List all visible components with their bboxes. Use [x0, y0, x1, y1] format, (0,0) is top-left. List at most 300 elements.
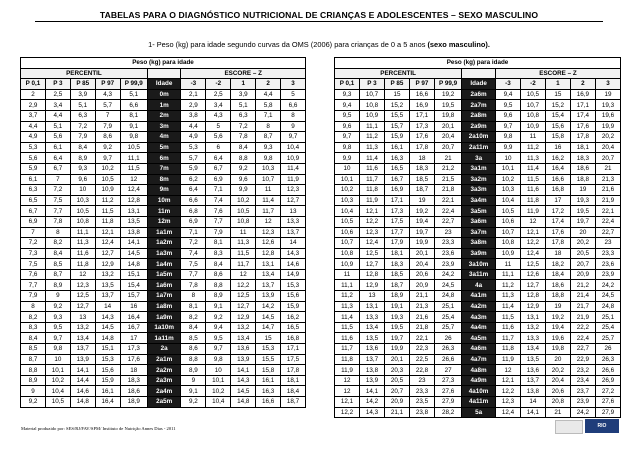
value-cell: 8,7 [45, 269, 70, 280]
value-cell: 24,8 [434, 291, 461, 302]
value-cell: 11,8 [95, 216, 120, 227]
value-cell: 4,4 [181, 121, 206, 132]
value-cell: 5,9 [181, 163, 206, 174]
table-row [21, 312, 306, 323]
value-cell: 9 [281, 121, 306, 132]
column-header: P 0,1 [21, 79, 46, 90]
value-cell: 13 [281, 206, 306, 217]
value-cell: 8,7 [21, 354, 46, 365]
value-cell: 8,6 [181, 344, 206, 355]
age-cell: 3a2m [462, 174, 496, 185]
value-cell: 22,1 [409, 333, 434, 344]
value-cell: 6,4 [45, 153, 70, 164]
value-cell: 11,3 [231, 238, 256, 249]
value-cell: 11,6 [335, 333, 360, 344]
value-cell: 6,6 [120, 100, 147, 111]
value-cell: 18,5 [409, 174, 434, 185]
value-cell: 5,6 [21, 153, 46, 164]
age-cell: 5m [147, 142, 181, 153]
value-cell: 11,5 [335, 322, 360, 333]
value-cell: 6,5 [21, 195, 46, 206]
value-cell: 9,4 [335, 100, 360, 111]
value-cell: 8,2 [45, 238, 70, 249]
value-cell: 18,7 [384, 280, 409, 291]
value-cell: 5,6 [206, 132, 231, 143]
value-cell: 21,7 [570, 301, 595, 312]
table-row [21, 301, 306, 312]
value-cell: 6,7 [206, 163, 231, 174]
value-cell: 7,2 [21, 238, 46, 249]
age-cell: 3a9m [462, 248, 496, 259]
value-cell: 16,6 [545, 174, 570, 185]
value-cell: 10,5 [495, 206, 520, 217]
value-cell: 23 [595, 238, 620, 249]
table-row [335, 163, 621, 174]
value-cell: 10,2 [231, 195, 256, 206]
value-cell: 7,2 [70, 121, 95, 132]
value-cell: 12 [495, 365, 520, 376]
table-row [335, 397, 621, 408]
table-row [21, 248, 306, 259]
value-cell: 11,4 [281, 163, 306, 174]
table-row [21, 100, 306, 111]
table-row [21, 227, 306, 238]
value-cell: 15,3 [281, 280, 306, 291]
value-cell: 7 [45, 174, 70, 185]
value-cell: 11,4 [256, 195, 281, 206]
value-cell: 10,5 [120, 142, 147, 153]
value-cell: 14,8 [70, 397, 95, 408]
value-cell: 11,3 [70, 238, 95, 249]
value-cell: 20,7 [595, 153, 620, 164]
value-cell: 22,7 [595, 227, 620, 238]
value-cell: 24,5 [595, 291, 620, 302]
value-cell: 15,4 [545, 110, 570, 121]
value-cell: 9,3 [256, 142, 281, 153]
value-cell: 14,5 [95, 322, 120, 333]
value-cell: 16,7 [384, 174, 409, 185]
value-cell: 21 [545, 407, 570, 418]
value-cell: 9,9 [495, 142, 520, 153]
value-cell: 26,6 [595, 365, 620, 376]
value-cell: 27,9 [595, 407, 620, 418]
value-cell: 11,5 [495, 312, 520, 323]
value-cell: 6,8 [181, 206, 206, 217]
column-header: -2 [206, 79, 231, 90]
value-cell: 18,6 [570, 163, 595, 174]
value-cell: 19,3 [384, 312, 409, 323]
column-header: 2 [256, 79, 281, 90]
value-cell: 16,2 [545, 153, 570, 164]
age-cell: 12m [147, 216, 181, 227]
table-row [21, 269, 306, 280]
value-cell: 7,9 [95, 121, 120, 132]
age-cell: 2a3m [147, 375, 181, 386]
value-cell: 19,2 [545, 312, 570, 323]
value-cell: 20,8 [545, 397, 570, 408]
value-cell: 5,8 [256, 100, 281, 111]
value-cell: 23,3 [434, 238, 461, 249]
weight-table-2y6m-to-5y [334, 57, 621, 418]
value-cell: 24,2 [570, 407, 595, 418]
value-cell: 10,8 [231, 216, 256, 227]
value-cell: 27,6 [595, 397, 620, 408]
column-header: -3 [495, 79, 520, 90]
value-cell: 13,7 [70, 344, 95, 355]
age-cell: 2a10m [462, 132, 496, 143]
value-cell: 17,3 [120, 344, 147, 355]
table-row [335, 259, 621, 270]
table-row [21, 397, 306, 408]
age-cell: 3a3m [462, 185, 496, 196]
value-cell: 7,7 [206, 216, 231, 227]
value-cell: 11,1 [70, 227, 95, 238]
age-cell: 1a4m [147, 259, 181, 270]
rio-logo: RIO [585, 419, 619, 433]
value-cell: 7,8 [231, 132, 256, 143]
value-cell: 11,5 [95, 206, 120, 217]
age-cell: 1a6m [147, 280, 181, 291]
value-cell: 10,4 [206, 397, 231, 408]
value-cell: 7,2 [45, 185, 70, 196]
value-cell: 18,7 [281, 397, 306, 408]
table-caption: Peso (kg) para idade [21, 58, 306, 69]
value-cell: 11,9 [520, 206, 545, 217]
age-cell: 1a11m [147, 333, 181, 344]
value-cell: 20 [570, 227, 595, 238]
value-cell: 19,3 [595, 100, 620, 111]
value-cell: 13,5 [120, 216, 147, 227]
value-cell: 12,8 [120, 195, 147, 206]
value-cell: 9,2 [231, 163, 256, 174]
value-cell: 24,2 [595, 280, 620, 291]
column-header: P 3 [45, 79, 70, 90]
value-cell: 12 [231, 269, 256, 280]
value-cell: 9,8 [120, 132, 147, 143]
value-cell: 11,6 [359, 163, 384, 174]
value-cell: 13,8 [520, 386, 545, 397]
value-cell: 15,1 [95, 344, 120, 355]
table-row [21, 206, 306, 217]
value-cell: 10,5 [520, 89, 545, 100]
value-cell: 19,3 [570, 195, 595, 206]
value-cell: 16,7 [120, 322, 147, 333]
value-cell: 22,2 [570, 322, 595, 333]
value-cell: 10,4 [335, 206, 360, 217]
value-cell: 7 [95, 110, 120, 121]
value-cell: 8,5 [45, 259, 70, 270]
table-row [21, 344, 306, 355]
value-cell: 11,7 [256, 206, 281, 217]
value-cell: 10,3 [335, 195, 360, 206]
value-cell: 7,2 [181, 238, 206, 249]
value-cell: 19 [545, 301, 570, 312]
value-cell: 13,4 [256, 269, 281, 280]
age-cell: 4m [147, 132, 181, 143]
value-cell: 9,1 [120, 121, 147, 132]
value-cell: 10,3 [70, 195, 95, 206]
value-cell: 6,7 [45, 163, 70, 174]
value-cell: 22,3 [409, 344, 434, 355]
value-cell: 8,8 [181, 354, 206, 365]
value-cell: 14,3 [95, 312, 120, 323]
value-cell: 14,6 [70, 386, 95, 397]
value-cell: 26,9 [595, 375, 620, 386]
age-cell: 1a8m [147, 301, 181, 312]
value-cell: 9,3 [70, 163, 95, 174]
value-cell: 14 [520, 397, 545, 408]
table-row [335, 291, 621, 302]
value-cell: 3,4 [206, 100, 231, 111]
value-cell: 10 [495, 153, 520, 164]
age-cell: 2a7m [462, 100, 496, 111]
column-header: 3 [595, 79, 620, 90]
value-cell: 12,9 [520, 301, 545, 312]
value-cell: 10,2 [335, 185, 360, 196]
value-cell: 14,8 [231, 397, 256, 408]
table-row [21, 121, 306, 132]
value-cell: 8 [256, 121, 281, 132]
value-cell: 11,8 [70, 259, 95, 270]
value-cell: 18,6 [120, 386, 147, 397]
value-cell: 18,8 [570, 174, 595, 185]
value-cell: 10,2 [45, 375, 70, 386]
value-cell: 9,4 [495, 89, 520, 100]
value-cell: 9,8 [495, 132, 520, 143]
table-row [21, 132, 306, 143]
value-cell: 17,1 [281, 344, 306, 355]
value-cell: 19,8 [545, 344, 570, 355]
value-cell: 10,7 [495, 227, 520, 238]
table-row [335, 407, 621, 418]
value-cell: 12,7 [520, 280, 545, 291]
column-header: P 0,1 [335, 79, 360, 90]
value-cell: 10,1 [206, 375, 231, 386]
group-header-percentil: PERCENTIL [335, 68, 462, 79]
value-cell: 11,6 [495, 322, 520, 333]
value-cell: 13,3 [359, 312, 384, 323]
value-cell: 16,8 [545, 185, 570, 196]
value-cell: 17,1 [384, 195, 409, 206]
value-cell: 16,4 [95, 397, 120, 408]
value-cell: 12,4 [120, 185, 147, 196]
age-cell: 4a5m [462, 333, 496, 344]
age-cell: 4a9m [462, 375, 496, 386]
value-cell: 5 [281, 89, 306, 100]
value-cell: 9,5 [335, 110, 360, 121]
value-cell: 13,6 [231, 344, 256, 355]
value-cell: 11,3 [335, 301, 360, 312]
table-row [21, 163, 306, 174]
value-cell: 8 [181, 291, 206, 302]
table-row [335, 110, 621, 121]
value-cell: 23,6 [434, 248, 461, 259]
value-cell: 11,4 [335, 312, 360, 323]
value-cell: 11 [335, 269, 360, 280]
value-cell: 4,4 [45, 110, 70, 121]
table-row [21, 216, 306, 227]
value-cell: 19,9 [409, 238, 434, 249]
value-cell: 15,2 [384, 100, 409, 111]
value-cell: 18,9 [120, 397, 147, 408]
value-cell: 11,5 [520, 174, 545, 185]
value-cell: 20,4 [595, 142, 620, 153]
value-cell: 11,9 [495, 354, 520, 365]
value-cell: 14,1 [231, 365, 256, 376]
value-cell: 6,9 [21, 216, 46, 227]
value-cell: 9 [45, 291, 70, 302]
table-row [21, 333, 306, 344]
table-row [335, 142, 621, 153]
value-cell: 12,6 [520, 269, 545, 280]
value-cell: 6,1 [21, 174, 46, 185]
value-cell: 22,4 [570, 333, 595, 344]
value-cell: 11,4 [495, 301, 520, 312]
value-cell: 13,4 [70, 333, 95, 344]
value-cell: 6 [206, 142, 231, 153]
column-header: Idade [462, 79, 496, 90]
value-cell: 11,2 [520, 142, 545, 153]
value-cell: 15,8 [256, 365, 281, 376]
value-cell: 7,9 [21, 291, 46, 302]
value-cell: 9,5 [206, 333, 231, 344]
value-cell: 23 [409, 375, 434, 386]
value-cell: 15,4 [120, 280, 147, 291]
value-cell: 16,1 [384, 142, 409, 153]
value-cell: 12,9 [359, 280, 384, 291]
title-underline [35, 21, 603, 22]
value-cell: 16,5 [281, 322, 306, 333]
value-cell: 10 [335, 163, 360, 174]
value-cell: 19,7 [409, 227, 434, 238]
value-cell: 13,1 [359, 301, 384, 312]
value-cell: 16,6 [256, 397, 281, 408]
value-cell: 23,3 [595, 248, 620, 259]
value-cell: 9,7 [281, 132, 306, 143]
age-cell: 2a [147, 344, 181, 355]
age-cell: 4a [462, 280, 496, 291]
value-cell: 12 [70, 269, 95, 280]
value-cell: 15,3 [256, 344, 281, 355]
value-cell: 4,9 [21, 132, 46, 143]
value-cell: 2,1 [181, 89, 206, 100]
value-cell: 2,5 [206, 89, 231, 100]
value-cell: 10,8 [335, 248, 360, 259]
column-header: P 97 [409, 79, 434, 90]
value-cell: 21 [595, 163, 620, 174]
value-cell: 27,6 [434, 386, 461, 397]
value-cell: 9,8 [45, 344, 70, 355]
value-cell: 15,7 [120, 291, 147, 302]
value-cell: 17,8 [409, 142, 434, 153]
value-cell: 12,2 [359, 216, 384, 227]
value-cell: 6,7 [21, 206, 46, 217]
value-cell: 13,7 [520, 375, 545, 386]
value-cell: 19,8 [434, 110, 461, 121]
value-cell: 7,1 [256, 110, 281, 121]
value-cell: 18,3 [120, 375, 147, 386]
value-cell: 12,2 [231, 280, 256, 291]
value-cell: 23,5 [409, 397, 434, 408]
value-cell: 6,2 [181, 174, 206, 185]
value-cell: 22,8 [409, 365, 434, 376]
value-cell: 23 [434, 227, 461, 238]
value-cell: 16,4 [120, 312, 147, 323]
value-cell: 5,7 [181, 153, 206, 164]
value-cell: 21,9 [570, 312, 595, 323]
value-cell: 11,8 [359, 185, 384, 196]
value-cell: 9,8 [335, 142, 360, 153]
value-cell: 13,5 [95, 280, 120, 291]
value-cell: 19 [570, 185, 595, 196]
value-cell: 19,7 [384, 333, 409, 344]
age-cell: 0m [147, 89, 181, 100]
value-cell: 18,5 [384, 269, 409, 280]
value-cell: 12,5 [359, 248, 384, 259]
value-cell: 8,5 [21, 344, 46, 355]
value-cell: 24,8 [595, 301, 620, 312]
value-cell: 10,6 [495, 216, 520, 227]
value-cell: 13 [70, 312, 95, 323]
column-header: -2 [520, 79, 545, 90]
logos [555, 419, 619, 433]
value-cell: 9,7 [206, 344, 231, 355]
value-cell: 12,7 [231, 301, 256, 312]
value-cell: 21,2 [434, 163, 461, 174]
value-cell: 19,9 [595, 121, 620, 132]
value-cell: 21,3 [595, 174, 620, 185]
value-cell: 16 [120, 301, 147, 312]
value-cell: 10,2 [495, 174, 520, 185]
value-cell: 13,4 [520, 344, 545, 355]
value-cell: 17,9 [384, 238, 409, 249]
value-cell: 11,9 [359, 195, 384, 206]
age-cell: 1a2m [147, 238, 181, 249]
age-cell: 4a7m [462, 354, 496, 365]
value-cell: 9,4 [206, 322, 231, 333]
value-cell: 28,2 [434, 407, 461, 418]
value-cell: 20,7 [570, 259, 595, 270]
value-cell: 20,4 [409, 259, 434, 270]
table-row [335, 121, 621, 132]
value-cell: 13,8 [359, 365, 384, 376]
value-cell: 12,4 [95, 238, 120, 249]
value-cell: 7,5 [181, 259, 206, 270]
value-cell: 3,9 [231, 89, 256, 100]
value-cell: 17,4 [570, 110, 595, 121]
value-cell: 17,4 [545, 216, 570, 227]
value-cell: 12 [520, 216, 545, 227]
value-cell: 23,8 [409, 407, 434, 418]
value-cell: 12,7 [359, 259, 384, 270]
value-cell: 10,5 [45, 397, 70, 408]
table-row [335, 195, 621, 206]
value-cell: 5,1 [231, 100, 256, 111]
value-cell: 4,9 [181, 132, 206, 143]
value-cell: 17,6 [545, 227, 570, 238]
value-cell: 8,8 [231, 153, 256, 164]
value-cell: 19,6 [545, 333, 570, 344]
value-cell: 2,9 [181, 100, 206, 111]
table-row [21, 89, 306, 100]
value-cell: 24,2 [434, 269, 461, 280]
table-row [335, 333, 621, 344]
value-cell: 12,7 [281, 195, 306, 206]
value-cell: 27,9 [434, 397, 461, 408]
value-cell: 15,9 [281, 301, 306, 312]
table-row [335, 386, 621, 397]
age-cell: 4a8m [462, 365, 496, 376]
